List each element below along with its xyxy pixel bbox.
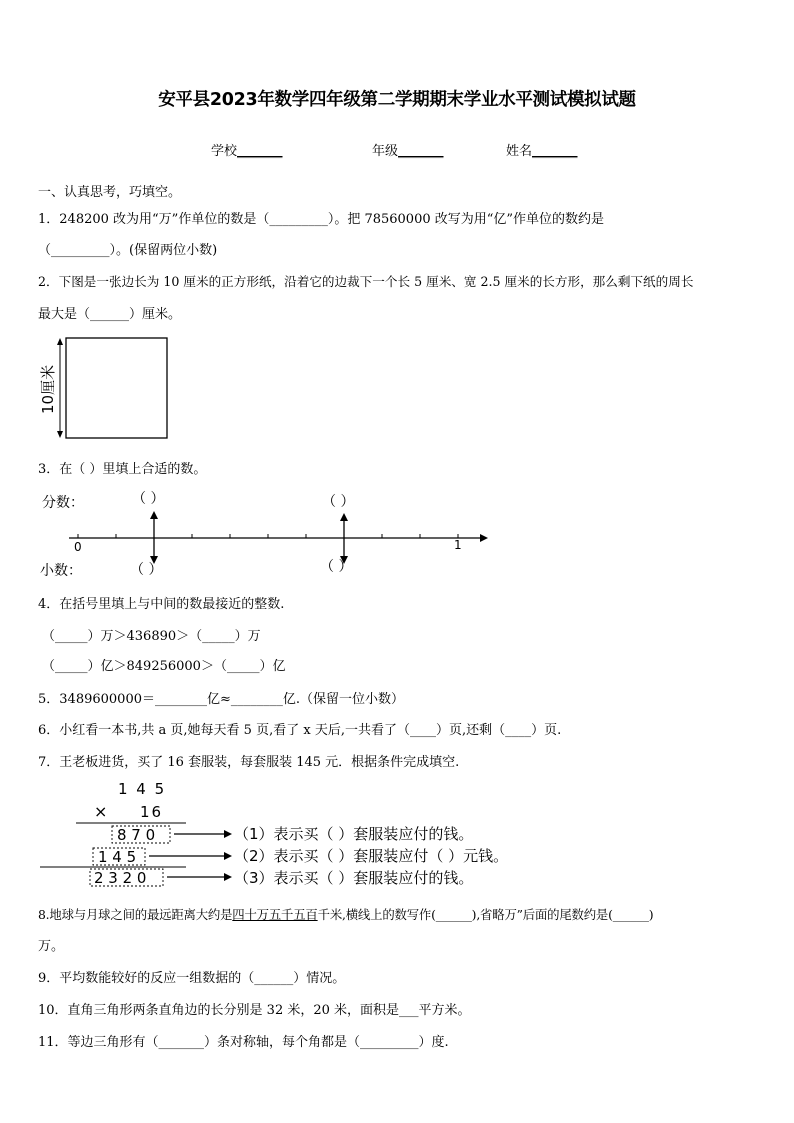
fraction-label: 分数： — [42, 495, 84, 511]
grade-blank: _______ — [398, 144, 444, 159]
school-field — [211, 140, 283, 159]
partial-product-2: 1 4 5 — [98, 848, 137, 866]
q4-row1: （_____）万＞436890＞（_____）万 — [42, 629, 261, 644]
school-label: 学校 — [211, 144, 238, 159]
pointer-2-up-icon — [340, 513, 348, 521]
name-label: 姓名 — [506, 144, 533, 159]
q11-text: 11．等边三角形有（_______）条对称轴，每个角都是（_________）度. — [38, 1035, 449, 1050]
arrow-up-icon — [57, 338, 63, 345]
q3-text: 3．在（ ）里填上合适的数。 — [38, 462, 207, 477]
pointer-1-up-icon — [150, 511, 158, 519]
q9-text: 9．平均数能较好的反应一组数据的（______）情况。 — [38, 971, 346, 986]
q6-text: 6．小红看一本书,共 a 页,她每天看 5 页,看了 x 天后,一共看了（____）页,还剩（____）页. — [38, 723, 562, 738]
q2-line1: 2．下图是一张边长为 10 厘米的正方形纸，沿着它的边裁下一个长 5 厘米、宽 2.5 厘米的长方形，那么剩下纸的周长 — [38, 274, 694, 289]
total-product: 2 3 2 0 — [94, 869, 147, 887]
square-shape — [66, 338, 167, 438]
multiplier: 16 — [140, 803, 164, 821]
arrow-1-icon — [224, 830, 232, 838]
q4-text: 4．在括号里填上与中间的数最接近的整数. — [38, 597, 285, 612]
q8-underlined: 四十万五千五百 — [232, 907, 318, 922]
tick-label-1: 1 — [454, 538, 462, 552]
square-side-label: 10厘米 — [39, 364, 57, 414]
section-heading: 一、认真思考，巧填空。 — [38, 185, 182, 200]
q1-line2: （_________）。(保留两位小数) — [38, 243, 218, 258]
pointer-2-decimal-blank: （ ） — [320, 559, 353, 575]
arrow-down-icon — [57, 431, 63, 438]
note-3: （3）表示买（ ）套服装应付的钱。 — [234, 869, 474, 887]
page-title: 安平县2023年数学四年级第二学期期末学业水平测试模拟试题 — [158, 90, 636, 110]
arrow-3-icon — [224, 873, 232, 881]
square-figure — [36, 334, 176, 446]
school-blank: _______ — [237, 144, 283, 159]
note-1: （1）表示买（ ）套服装应付的钱。 — [234, 825, 474, 843]
tick-label-0: 0 — [74, 540, 82, 554]
name-blank: _______ — [532, 144, 578, 159]
note-2: （2）表示买（ ）套服装应付（ ）元钱。 — [234, 847, 509, 865]
times-sign: × — [94, 802, 108, 821]
q8-after: 千米,横线上的数写作(______),省略万”后面的尾数约是(______) — [317, 907, 654, 922]
decimal-label: 小数： — [40, 563, 82, 579]
q8-line2: 万。 — [38, 939, 65, 954]
q8-before: 8.地球与月球之间的最远距离大约是 — [38, 907, 233, 922]
number-line-figure — [36, 485, 496, 585]
multiplication-figure — [36, 776, 596, 892]
q4-row2: （_____）亿＞849256000＞（_____）亿 — [42, 659, 286, 674]
q2-line2: 最大是（______）厘米。 — [38, 307, 182, 322]
arrow-2-icon — [224, 852, 232, 860]
name-field — [506, 140, 578, 159]
pointer-1-fraction-blank: （ ） — [132, 491, 165, 507]
q7-text: 7．王老板进货，买了 16 套服装，每套服装 145 元．根据条件完成填空. — [38, 755, 460, 770]
q1-line1: 1．248200 改为用“万”作单位的数是（_________）。把 78560000 改写为用“亿”作单位的数约是 — [38, 212, 605, 227]
axis-arrow-icon — [480, 534, 488, 542]
grade-label: 年级 — [372, 144, 399, 159]
partial-product-1: 8 7 0 — [117, 826, 156, 844]
multiplicand: 1 4 5 — [118, 780, 167, 798]
pointer-1-decimal-blank: （ ） — [130, 562, 163, 578]
q5-text: 5．3489600000＝________亿≈________亿.（保留一位小数） — [38, 692, 405, 707]
q10-text: 10．直角三角形两条直角边的长分别是 32 米，20 米，面积是___平方米。 — [38, 1003, 471, 1018]
q8-line1 — [38, 905, 653, 923]
pointer-2-fraction-blank: （ ） — [322, 494, 355, 510]
grade-field — [372, 140, 444, 159]
